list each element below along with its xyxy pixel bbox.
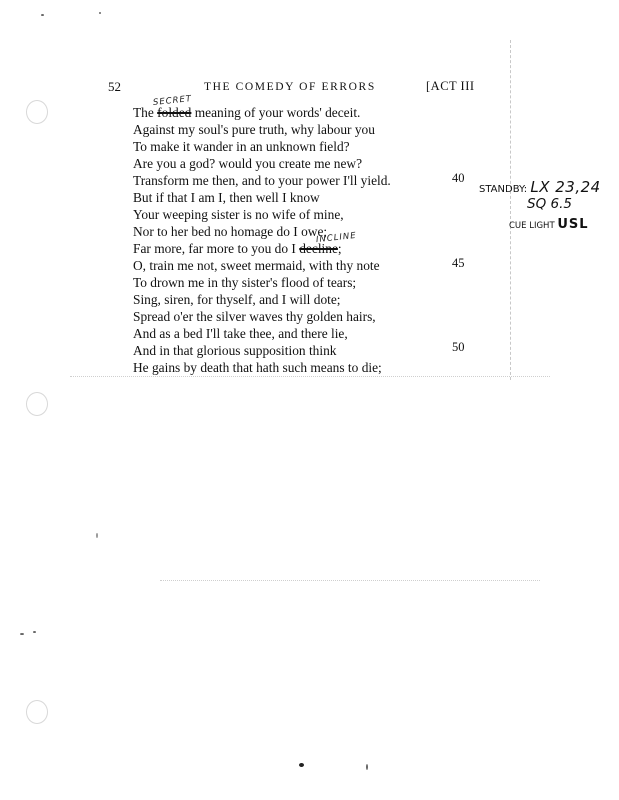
- speck: [299, 763, 304, 767]
- speck: [96, 533, 98, 538]
- verse-line: Sing, siren, for thyself, and I will dote;: [133, 292, 341, 307]
- cue-light-note: [509, 217, 589, 232]
- scan-dots: [160, 580, 540, 581]
- verse-line: O, train me not, sweet mermaid, with thy note: [133, 258, 380, 273]
- verse-line: Are you a god? would you create me new?: [133, 156, 363, 171]
- standby-label: STANDBY:: [479, 184, 528, 195]
- speck: [99, 12, 101, 14]
- handwritten-correction: INCLINE: [315, 230, 358, 246]
- verse-block: [133, 93, 463, 376]
- cue-light-value: USL: [557, 217, 589, 232]
- act-label: [ACT III: [426, 79, 475, 93]
- running-title: THE COMEDY OF ERRORS: [204, 81, 376, 93]
- struck-word: folded: [157, 105, 192, 120]
- verse-line: Your weeping sister is no wife of mine,: [133, 207, 344, 222]
- verse-line: But if that I am I, then well I know: [133, 190, 320, 205]
- speck: [41, 14, 44, 16]
- verse-line: He gains by death that hath such means to die;: [133, 360, 382, 375]
- scan-dots: [70, 376, 550, 377]
- speck: [33, 631, 36, 633]
- binder-hole-middle: [26, 392, 48, 416]
- line-number: 45: [452, 256, 465, 270]
- sound-cue-note: SQ 6.5: [527, 196, 572, 212]
- verse-line: Nor to her bed no homage do I owe;: [133, 224, 328, 239]
- line-number: 50: [452, 340, 465, 354]
- speck: [366, 764, 368, 770]
- cue-light-label: CUE LIGHT: [509, 221, 555, 231]
- verse-line: Transform me then, and to your power I'll yield.: [133, 173, 391, 188]
- binder-hole-bottom: [26, 700, 48, 724]
- margin-guide-line: [510, 40, 511, 380]
- speck: [20, 633, 24, 635]
- verse-line: The folded meaning of your words' deceit. SECRET: [133, 104, 463, 121]
- verse-line: Against my soul's pure truth, why labour you: [133, 122, 375, 137]
- verse-line: To drown me in thy sister's flood of tears;: [133, 275, 357, 290]
- verse-line: And as a bed I'll take thee, and there lie,: [133, 326, 348, 341]
- line-number: 40: [452, 171, 465, 185]
- standby-cue: LX 23,24: [530, 178, 601, 196]
- page-number: 52: [108, 79, 121, 94]
- verse-line: To make it wander in an unknown field?: [133, 139, 350, 154]
- standby-cue-note: [479, 178, 601, 196]
- verse-line: Far more, far more to you do I decline; INCLINE: [133, 240, 463, 257]
- binder-hole-top: [26, 100, 48, 124]
- struck-word: decline: [299, 241, 338, 256]
- verse-line: And in that glorious supposition think: [133, 343, 337, 358]
- handwritten-correction: SECRET: [152, 93, 193, 109]
- verse-line: Spread o'er the silver waves thy golden hairs,: [133, 309, 376, 324]
